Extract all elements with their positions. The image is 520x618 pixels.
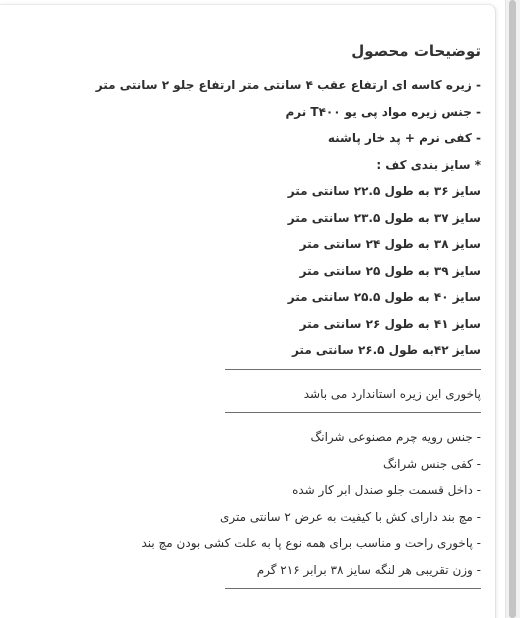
vertical-scrollbar[interactable] [505,0,520,618]
divider-line [225,369,481,370]
divider-line [225,588,481,589]
description-line: - زیره کاسه ای ارتفاع عقب ۴ سانتی متر ارتفاع جلو ۲ سانتی متر [95,78,481,92]
section-title: توضیحات محصول [351,42,481,60]
size-line: سایز ۴۰ به طول ۲۵.۵ سانتی متر [287,290,481,304]
standard-note: پاخوری این زیره استاندارد می باشد [303,386,481,401]
size-line: سایز ۴۱ به طول ۲۶ سانتی متر [299,316,481,331]
description-line: - کفی جنس شرانگ [383,456,481,471]
size-line: سایز ۳۹ به طول ۲۵ سانتی متر [299,263,481,278]
description-line: - مچ بند دارای کش با کیفیت به عرض ۲ سانتی متری [220,509,481,524]
scrollbar-thumb[interactable] [509,0,516,618]
product-description-card [0,4,496,618]
description-line: - کفی نرم + پد خار پاشنه [327,131,481,145]
size-chart-heading: * سایز بندی کف : [376,157,481,172]
size-line: سایز ۳۸ به طول ۲۴ سانتی متر [299,237,481,251]
size-line: سایز ۳۶ به طول ۲۲.۵ سانتی متر [287,184,481,198]
divider-line [225,412,481,413]
description-line: - داخل قسمت جلو صندل ابر کار شده [292,483,481,497]
size-line: سایز ۳۷ به طول ۲۳.۵ سانتی متر [287,210,481,225]
description-line: - جنس رویه چرم مصنوعی شرانگ [310,430,481,444]
description-line: - جنس زیره مواد پی یو T۴۰۰ نرم [285,104,481,119]
size-line: سایز ۴۲به طول ۲۶.۵ سانتی متر [291,343,481,357]
description-line: - وزن تقریبی هر لنگه سایز ۳۸ برابر ۲۱۶ گرم [256,562,481,577]
description-line: - پاخوری راحت و مناسب برای همه نوع پا به علت کشی بودن مچ بند [141,536,481,550]
product-description-content [0,5,495,589]
